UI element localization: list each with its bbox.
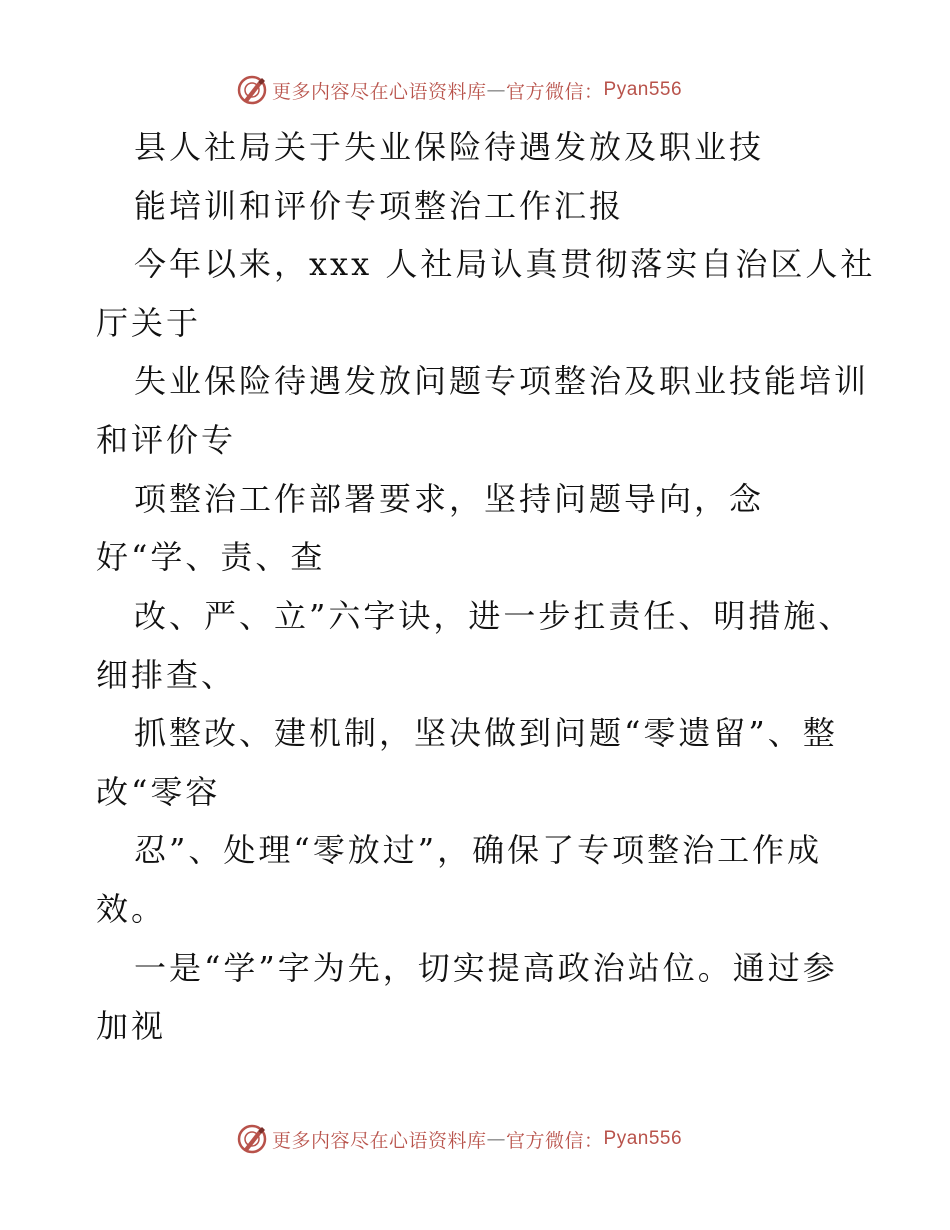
pen-seal-logo-icon (236, 1123, 268, 1155)
paragraph-line: 今年以来，xxx 人社局认真贯彻落实自治区人社 (134, 245, 876, 283)
watermark-wechat-label: 官方微信： (506, 1129, 604, 1152)
document-title-line-2: 能培训和评价专项整治工作汇报 (134, 187, 625, 225)
paragraph-line: 改“零容 (96, 773, 221, 811)
paragraph-line: 厅关于 (96, 304, 202, 342)
watermark-site-text: 更多内容尽在心语资料库 (272, 80, 487, 103)
footer-watermark (236, 1122, 682, 1156)
paragraph-line: 抓整改、建机制，坚决做到问题“零遗留”、整 (134, 714, 838, 752)
watermark-wechat-id: Pyan556 (603, 1128, 683, 1149)
watermark-site-text: 更多内容尽在心语资料库 (272, 1129, 487, 1152)
paragraph-line: 和评价专 (96, 421, 237, 459)
watermark-wechat-id: Pyan556 (603, 79, 683, 100)
document-title-line-1: 县人社局关于失业保险待遇发放及职业技 (134, 128, 765, 166)
paragraph-line: 失业保险待遇发放问题专项整治及职业技能培训 (134, 362, 870, 400)
paragraph-line: 项整治工作部署要求，坚持问题导向，念 (134, 480, 765, 518)
watermark-separator: — (486, 79, 507, 101)
paragraph-line: 细排查、 (96, 656, 237, 694)
paragraph-line: 效。 (96, 890, 167, 928)
paragraph-line: 改、严、立”六字诀，进一步扛责任、明措施、 (134, 597, 854, 635)
paragraph-line: 忍”、处理“零放过”，确保了专项整治工作成 (134, 831, 823, 869)
paragraph-line: 一是“学”字为先，切实提高政治站位。通过参 (134, 949, 838, 987)
watermark-wechat-label: 官方微信： (506, 80, 604, 103)
paragraph-line: 加视 (96, 1007, 167, 1045)
watermark-separator: — (486, 1128, 507, 1150)
paragraph-line: 好“学、责、查 (96, 538, 326, 576)
